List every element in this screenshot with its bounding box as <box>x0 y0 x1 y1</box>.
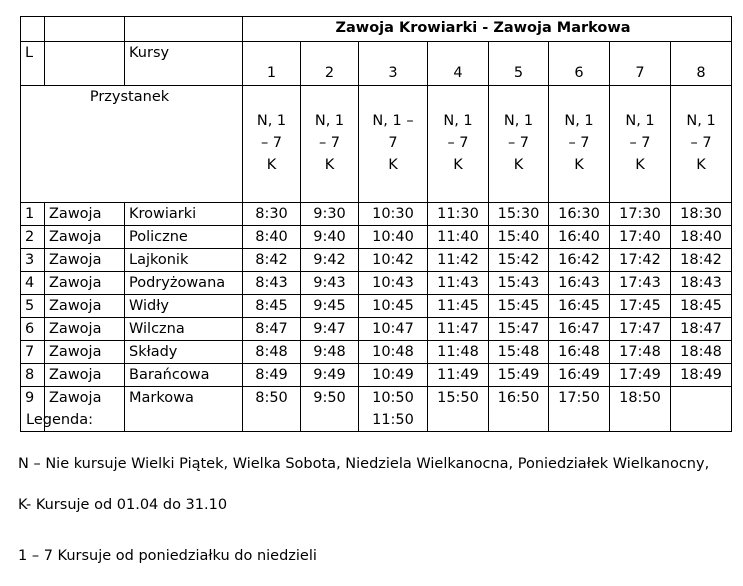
course-number: 3 <box>359 42 428 86</box>
departure-time: 11:40 <box>428 226 489 249</box>
course-type: N, 1 – 7 K <box>610 86 671 203</box>
departure-time: 16:43 <box>549 272 610 295</box>
course-number: 7 <box>610 42 671 86</box>
stop-name: Barańcowa <box>125 364 243 387</box>
departure-time: 17:43 <box>610 272 671 295</box>
departure-time: 9:45 <box>301 295 359 318</box>
stop-number: 4 <box>21 272 45 295</box>
stop-name: Krowiarki <box>125 203 243 226</box>
course-type: N, 1 – 7 K <box>428 86 489 203</box>
departure-time: 18:43 <box>671 272 732 295</box>
departure-time: 18:49 <box>671 364 732 387</box>
table-row <box>21 341 732 364</box>
course-number: 4 <box>428 42 489 86</box>
course-number: 6 <box>549 42 610 86</box>
course-type: N, 1 – 7 K <box>671 86 732 203</box>
stop-town: Zawoja <box>45 226 125 249</box>
stop-name: Składy <box>125 341 243 364</box>
table-row <box>21 318 732 341</box>
blank-cell <box>125 17 243 42</box>
stop-number: 1 <box>21 203 45 226</box>
stop-number: 9 <box>21 387 45 432</box>
departure-time: 15:45 <box>489 295 549 318</box>
table-row <box>21 295 732 318</box>
timetable <box>20 16 732 432</box>
stop-number: 2 <box>21 226 45 249</box>
departure-time: 9:49 <box>301 364 359 387</box>
departure-time: 15:43 <box>489 272 549 295</box>
departure-time: 15:30 <box>489 203 549 226</box>
stop-rows <box>21 203 732 387</box>
course-number: 2 <box>301 42 359 86</box>
course-type: N, 1 – 7 K <box>489 86 549 203</box>
departure-time: 16:40 <box>549 226 610 249</box>
departure-time: 9:40 <box>301 226 359 249</box>
blank-cell <box>45 17 125 42</box>
departure-time: 16:49 <box>549 364 610 387</box>
departure-time: 18:45 <box>671 295 732 318</box>
departure-time: 16:30 <box>549 203 610 226</box>
course-type: N, 1 – 7 K <box>243 86 301 203</box>
departure-time: 11:47 <box>428 318 489 341</box>
stop-number: 6 <box>21 318 45 341</box>
departure-time: 15:50 <box>428 387 489 432</box>
stop-number: 7 <box>21 341 45 364</box>
departure-time: 17:49 <box>610 364 671 387</box>
departure-time: 18:40 <box>671 226 732 249</box>
stop-town: Zawoja <box>45 249 125 272</box>
departure-time: 17:50 <box>549 387 610 432</box>
departure-time: 18:30 <box>671 203 732 226</box>
stop-number: 3 <box>21 249 45 272</box>
course-number-row <box>21 42 732 86</box>
departure-time: 11:48 <box>428 341 489 364</box>
departure-time: 16:47 <box>549 318 610 341</box>
table-row <box>21 387 732 432</box>
blank-cell <box>21 17 45 42</box>
departure-time: 10:48 <box>359 341 428 364</box>
departure-time: 15:40 <box>489 226 549 249</box>
header-title-row <box>21 17 732 42</box>
stop-name: Lajkonik <box>125 249 243 272</box>
stop-town: Zawoja <box>45 295 125 318</box>
departure-time: 8:30 <box>243 203 301 226</box>
departure-time: 17:30 <box>610 203 671 226</box>
departure-time: 8:43 <box>243 272 301 295</box>
departure-time: 11:42 <box>428 249 489 272</box>
departure-time: 18:48 <box>671 341 732 364</box>
departure-time: 10:47 <box>359 318 428 341</box>
departure-time: 10:30 <box>359 203 428 226</box>
stop-town: Zawoja <box>45 341 125 364</box>
stop-town: Zawoja <box>45 272 125 295</box>
course-number: 8 <box>671 42 732 86</box>
departure-time: 10:50 11:50 <box>359 387 428 432</box>
departure-time: 9:43 <box>301 272 359 295</box>
stop-name: Wilczna <box>125 318 243 341</box>
stop-town: Zawoja <box>45 203 125 226</box>
departure-time <box>671 387 732 432</box>
departure-time: 9:30 <box>301 203 359 226</box>
departure-time: 16:50 <box>489 387 549 432</box>
col-l-header: L <box>21 42 45 86</box>
course-type: N, 1 – 7 K <box>359 86 428 203</box>
blank-cell <box>45 42 125 86</box>
departure-time: 15:42 <box>489 249 549 272</box>
course-number: 5 <box>489 42 549 86</box>
course-type: N, 1 – 7 K <box>549 86 610 203</box>
course-number: 1 <box>243 42 301 86</box>
departure-time: 16:42 <box>549 249 610 272</box>
stop-town: Zawoja <box>45 318 125 341</box>
table-row <box>21 364 732 387</box>
departure-time: 10:43 <box>359 272 428 295</box>
departure-time: 9:47 <box>301 318 359 341</box>
departure-time: 11:43 <box>428 272 489 295</box>
departure-time: 9:50 <box>301 387 359 432</box>
legend-title: Legenda: <box>26 412 94 428</box>
departure-time: 18:42 <box>671 249 732 272</box>
stop-name: Widły <box>125 295 243 318</box>
departure-time: 11:30 <box>428 203 489 226</box>
kursy-header <box>125 42 243 86</box>
departure-time: 15:48 <box>489 341 549 364</box>
departure-time: 17:40 <box>610 226 671 249</box>
stop-number: 8 <box>21 364 45 387</box>
table-row <box>21 272 732 295</box>
departure-time: 8:40 <box>243 226 301 249</box>
departure-time: 10:40 <box>359 226 428 249</box>
departure-time: 8:42 <box>243 249 301 272</box>
stop-number: 5 <box>21 295 45 318</box>
legend-days: 1 – 7 Kursuje od poniedziałku do niedzieli <box>18 548 317 564</box>
course-type-row <box>21 86 732 203</box>
departure-time: 10:45 <box>359 295 428 318</box>
departure-time: 11:49 <box>428 364 489 387</box>
course-type: N, 1 – 7 K <box>301 86 359 203</box>
departure-time: 17:42 <box>610 249 671 272</box>
departure-time: 9:48 <box>301 341 359 364</box>
departure-time: 16:48 <box>549 341 610 364</box>
departure-time: 8:50 <box>243 387 301 432</box>
departure-time: 18:47 <box>671 318 732 341</box>
stop-name: Markowa <box>125 387 243 432</box>
departure-time: 8:45 <box>243 295 301 318</box>
stop-name: Policzne <box>125 226 243 249</box>
departure-time: 9:42 <box>301 249 359 272</box>
table-row <box>21 249 732 272</box>
departure-time: 15:47 <box>489 318 549 341</box>
departure-time: 17:45 <box>610 295 671 318</box>
departure-time: 17:48 <box>610 341 671 364</box>
departure-time: 8:48 <box>243 341 301 364</box>
stop-name: Podryżowana <box>125 272 243 295</box>
table-row <box>21 226 732 249</box>
departure-time: 10:42 <box>359 249 428 272</box>
legend-n: N – Nie kursuje Wielki Piątek, Wielka Sobota, Niedziela Wielkanocna, Poniedziałek Wielkanocny, <box>18 456 710 472</box>
kursy-label: Kursy <box>129 45 170 61</box>
departure-time: 11:45 <box>428 295 489 318</box>
stop-town: Zawoja <box>45 364 125 387</box>
departure-time: 16:45 <box>549 295 610 318</box>
departure-time: 17:47 <box>610 318 671 341</box>
departure-time: 8:47 <box>243 318 301 341</box>
departure-time: 10:49 <box>359 364 428 387</box>
stop-town: Zawoja <box>45 387 125 432</box>
table-row <box>21 203 732 226</box>
przystanek-header: Przystanek <box>21 86 243 203</box>
route-title: Zawoja Krowiarki - Zawoja Markowa <box>243 17 732 42</box>
departure-time: 18:50 <box>610 387 671 432</box>
departure-time: 15:49 <box>489 364 549 387</box>
departure-time: 8:49 <box>243 364 301 387</box>
legend-k: K- Kursuje od 01.04 do 31.10 <box>18 497 228 513</box>
